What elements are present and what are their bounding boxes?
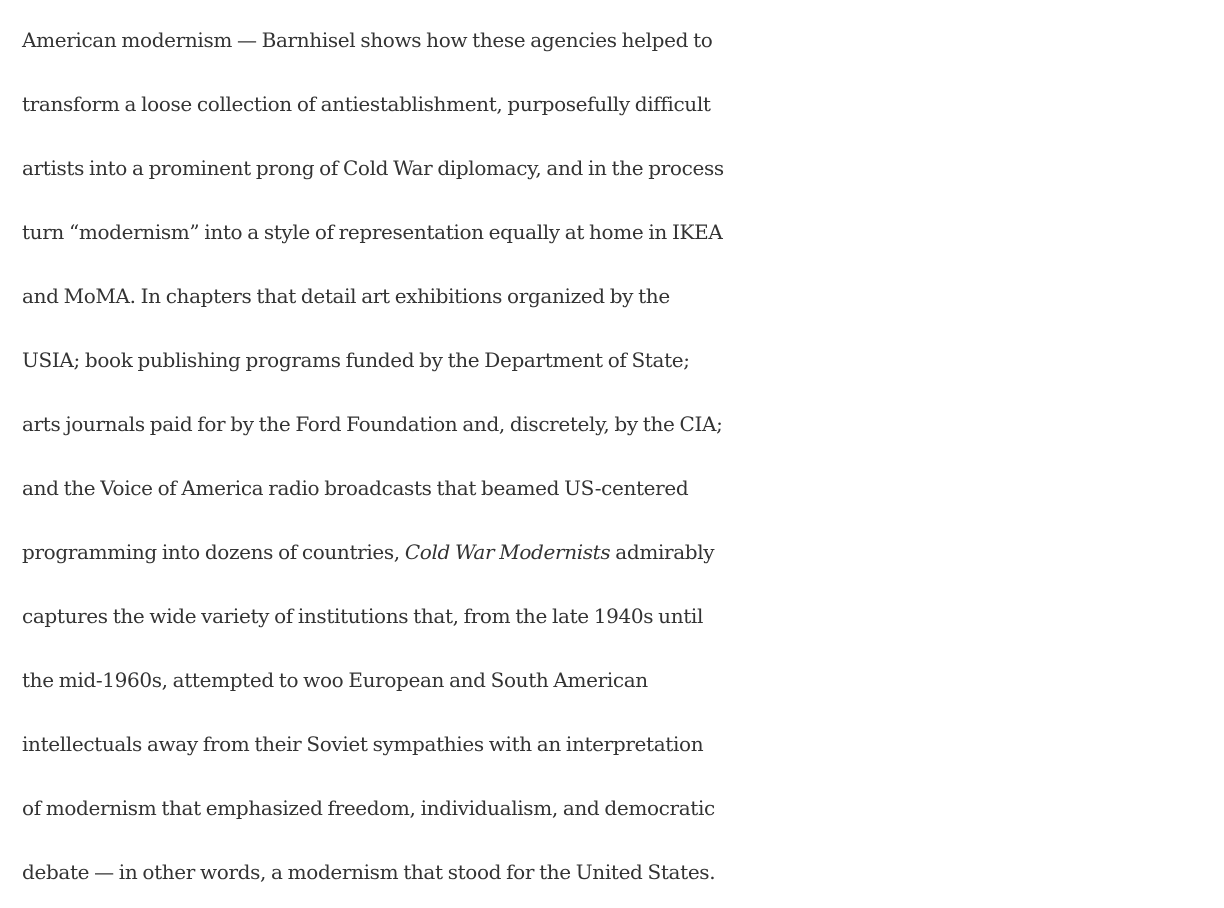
paragraph-line-11: the mid-1960s, attempted to woo European and South American bbox=[22, 668, 648, 692]
paragraph-line-10: captures the wide variety of institutions that, from the late 1940s until bbox=[22, 604, 704, 628]
paragraph-line-1: American modernism — Barnhisel shows how these agencies helped to bbox=[22, 28, 713, 52]
paragraph-line-14: debate — in other words, a modernism that stood for the United States. bbox=[22, 860, 716, 884]
paragraph-line-13: of modernism that emphasized freedom, individualism, and democratic bbox=[22, 796, 715, 820]
article-paragraph bbox=[22, 8, 1222, 904]
paragraph-line-5: and MoMA. In chapters that detail art exhibitions organized by the bbox=[22, 284, 670, 308]
paragraph-line-3: artists into a prominent prong of Cold War diplomacy, and in the process bbox=[22, 156, 724, 180]
paragraph-line-8: and the Voice of America radio broadcasts that beamed US-centered bbox=[22, 476, 689, 500]
paragraph-line-12: intellectuals away from their Soviet sympathies with an interpretation bbox=[22, 732, 704, 756]
paragraph-line-9 bbox=[22, 520, 1222, 584]
book-title-italic: Cold War Modernists bbox=[404, 540, 611, 564]
line-9-after-text: admirably bbox=[610, 540, 715, 564]
paragraph-line-4: turn “modernism” into a style of representation equally at home in IKEA bbox=[22, 220, 723, 244]
paragraph-line-2: transform a loose collection of antiestablishment, purposefully difficult bbox=[22, 92, 711, 116]
line-9-before-text: programming into dozens of countries, bbox=[22, 540, 405, 564]
paragraph-line-6: USIA; book publishing programs funded by the Department of State; bbox=[22, 348, 690, 372]
paragraph-line-7: arts journals paid for by the Ford Foundation and, discretely, by the CIA; bbox=[22, 412, 723, 436]
